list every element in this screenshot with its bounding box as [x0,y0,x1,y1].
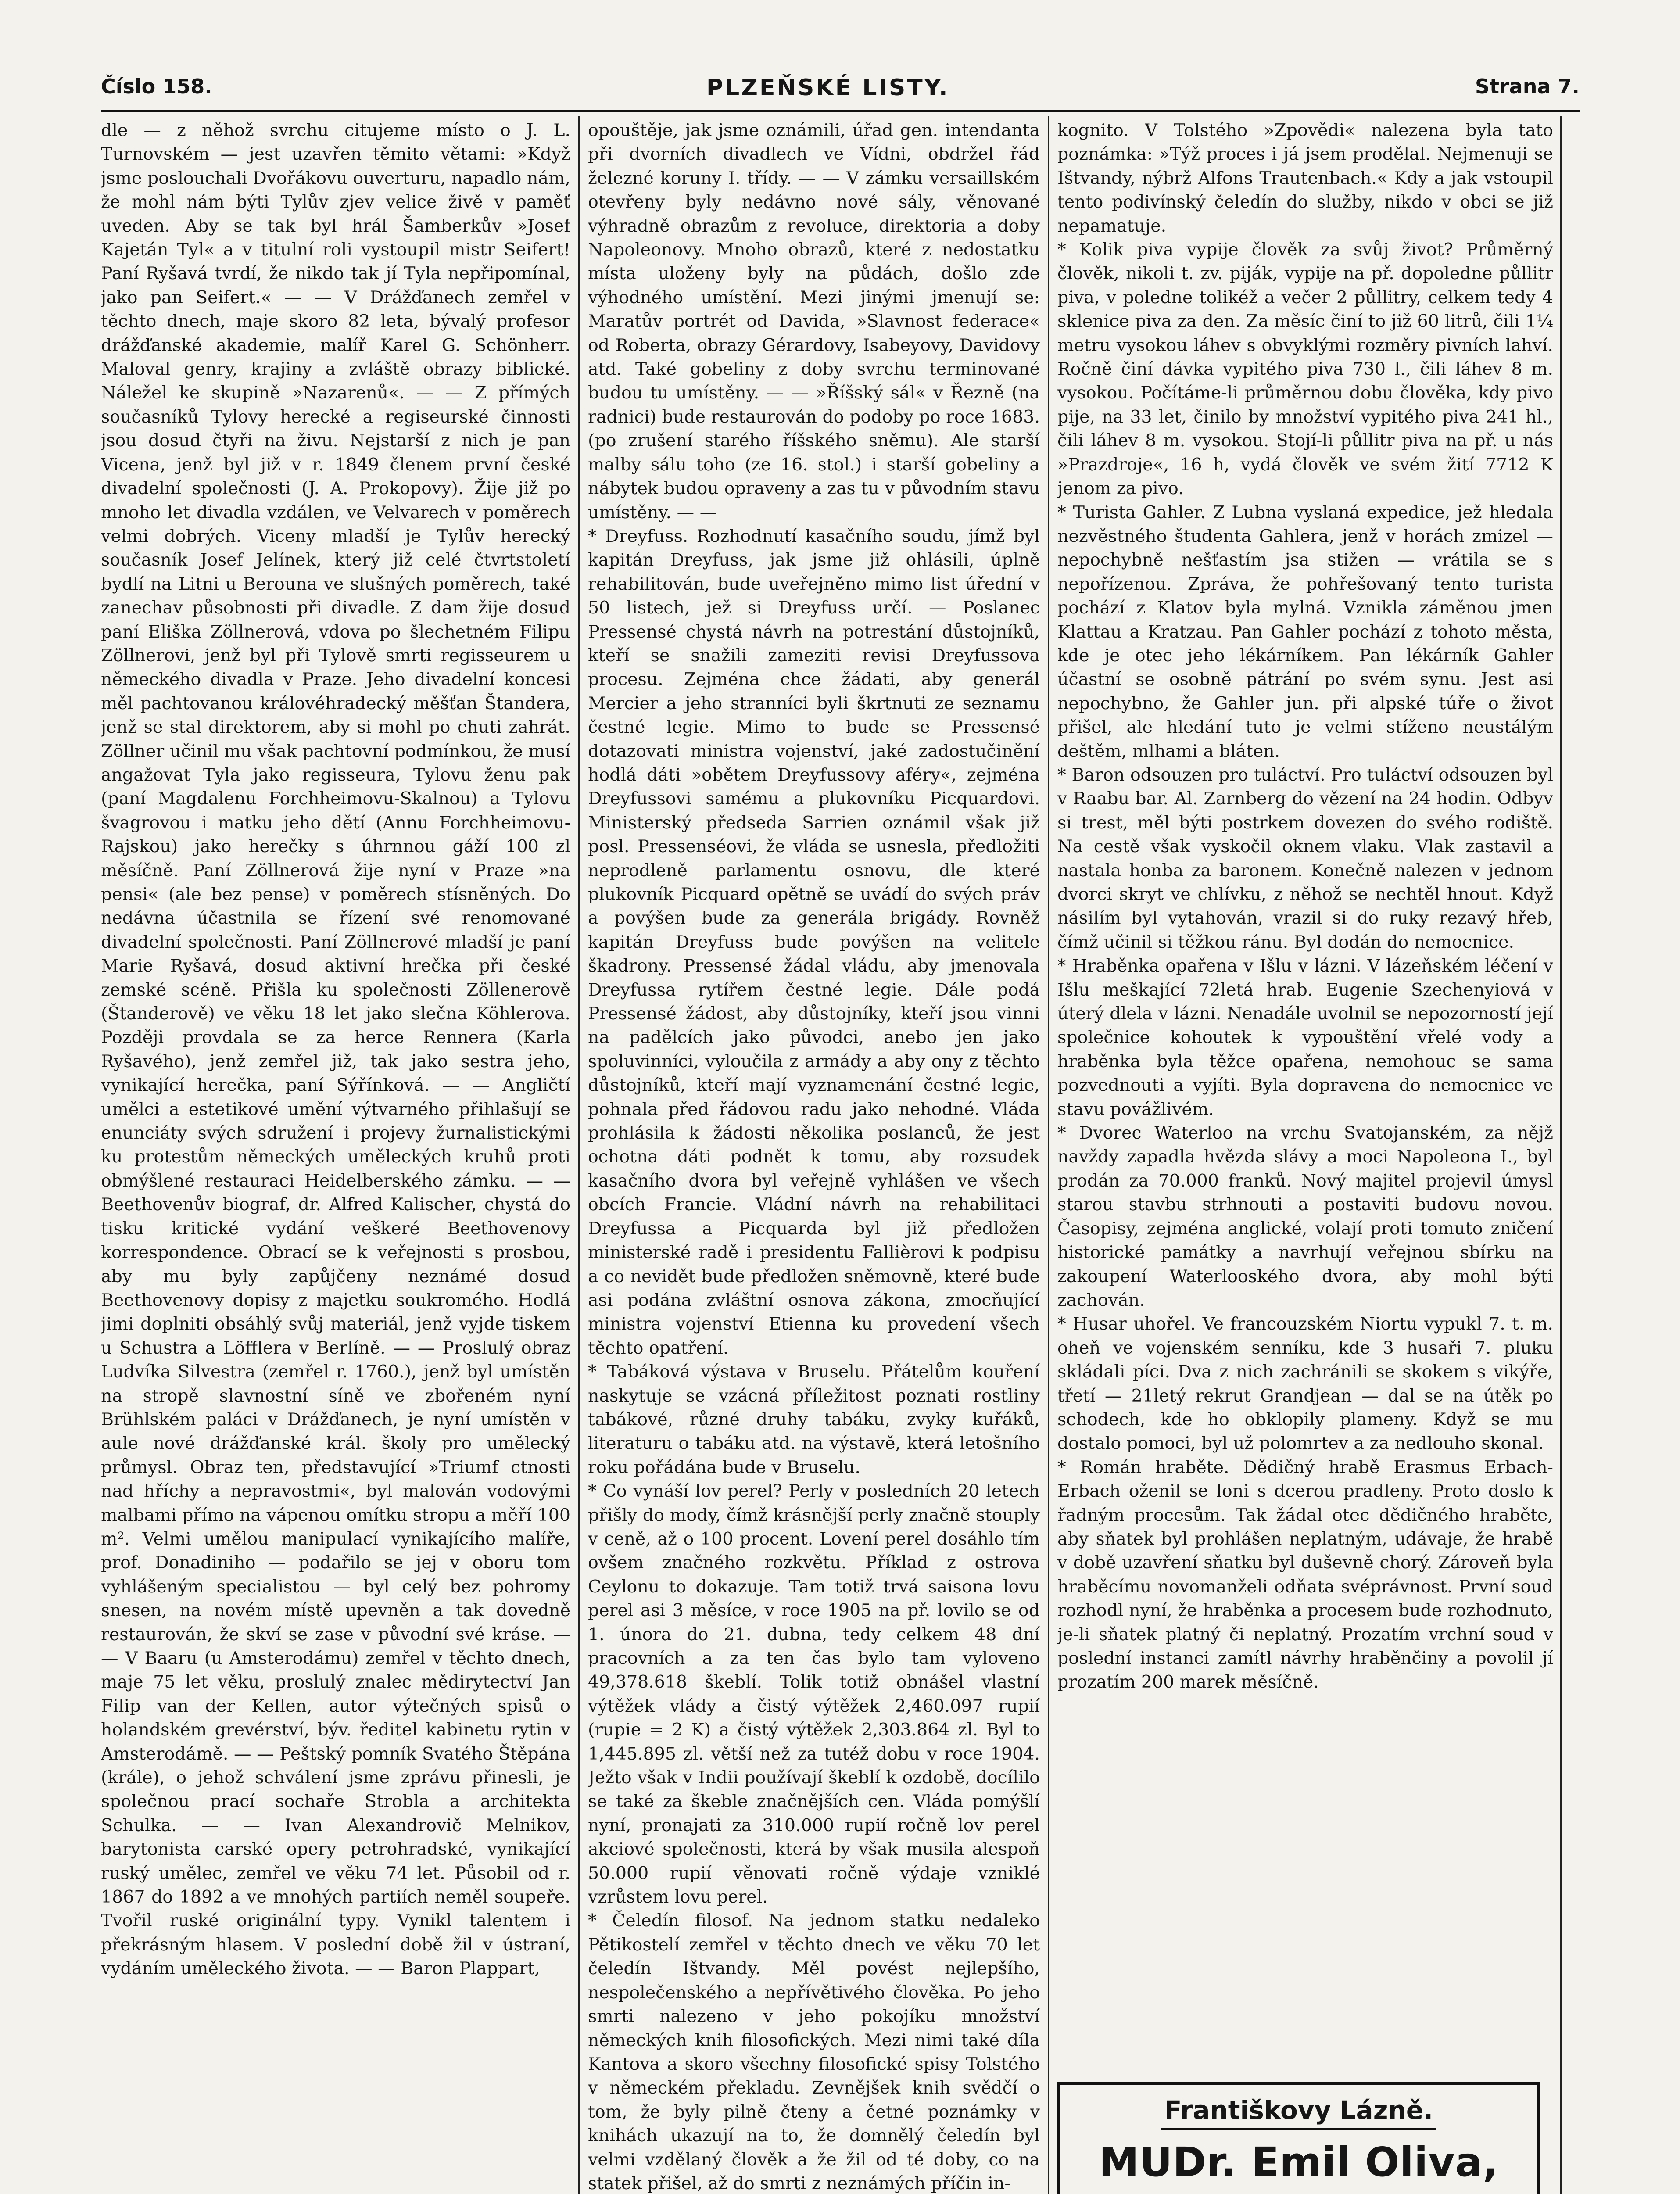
issue-number: Číslo 158. [101,75,212,98]
advertisement [1057,2082,1540,2194]
column-2 [588,118,1040,2194]
article-farmhand-cont: kognito. V Tolstého »Zpovědi« nalezena byla tato poznámka: »Týž proces i já jsem prodělal. Nejmenuji se Ištvandy, nýbrž Alfons Trautenbach.« Kdy a jak vstoupil tento podivínský čeledín do služby, nikdo v obci se již nepamatuje. [1057,120,1553,236]
article-hussar: * Husar uhořel. Ve francouzském Niortu vypukl 7. t. m. oheň ve vojenském senníku, kde 3 husaři 7. pluku skládali píci. Dva z nich zachránili se skokem s vikýře, třetí — 21letý rekrut Grandjean — dal se na útěk po schodech, kde ho obklopily plameny. Když se mu dostalo pomoci, byl už polomrtev a za nedlouho skonal. [1057,1314,1553,1454]
article-waterloo: * Dvorec Waterloo na vrchu Svatojanském, za nějž navždy zapadla hvězda slávy a moci Napoleona I., byl prodán za 70.000 franků. Nový majitel projevil úmysl starou stavbu strhnouti a postaviti budovu novou. Časopisy, zejména anglické, volají proti tomuto zničení historické památky a navrhují veřejnou sbírku na zakoupení Waterlooského dvora, aby mohl býti zachován. [1057,1123,1553,1310]
article-beer: * Kolik piva vypije člověk za svůj život? Průměrný člověk, nikoli t. zv. piják, vypije na př. dopoledne půllitr piva, v poledne tolikéž a večer 2 půllitry, celkem tedy 4 sklenice piva za den. Za měsíc činí to již 60 litrů, čili 1¼ metru vysokou láhev s obvyklými rozměry pivních lahví. Ročně činí dávka vypitého piva 730 l., čili láhev 8 m. vysokou. Počítáme-li průměrnou dobu člověka, kdy pivo pije, na 33 let, činilo by množství vypitého piva 241 hl., čili láhev 8 m. vysokou. Stojí-li půllitr piva na př. u nás »Prazdroje«, 16 h, vydá člověk ve svém žití 7712 K jenom za pivo. [1057,240,1553,499]
article-countess: * Hraběnka opařena v Išlu v lázni. V lázeňském léčení v Išlu meškající 72letá hrab. Eugenie Szechenyiová v úterý dlela v lázni. Nenadále uvolnil se nepozorností její společnice kohoutek k vypouštění vřelé vody a hraběnka byla těžce opařena, nemohouc se sama pozvednouti a vyjíti. Byla dopravena do nemocnice ve stavu povážlivém. [1057,956,1553,1119]
article-pearls: * Co vynáší lov perel? Perly v posledních 20 letech přišly do mody, čímž krásnější perly značně stouply v ceně, až o 100 procent. Lovení perel dosáhlo tím ovšem značného rozkvětu. Příklad z ostrova Ceylonu to dokazuje. Tam totiž trvá saisona lovu perel asi 3 měsíce, v roce 1905 na př. lovilo se od 1. února do 21. dubna, tedy celkem 48 dní pracovních a za ten čas bylo tam vyloveno 49,378.618 škeblí. Tolik totiž obnášel vlastní výtěžek vlády a čistý výtěžek 2,460.097 rupií (rupie = 2 K) a čistý výtěžek 2,303.864 zl. Byl to 1,445.895 zl. větší než za tutéž dobu v roce 1904. Ježto však v Indii používají škeblí k ozdobě, docílilo se také za škeble značnějších cen. Vláda pomýšlí nyní, pronajati za 310.000 rupií ročně lov perel akciové společnosti, která by však musila alespoň 50.000 rupií věnovati ročně výdaje vzniklé vzrůstem lovu perel. [588,1481,1040,1907]
header-rule [101,110,1580,112]
newspaper-title: PLZEŇSKÉ LISTY. [706,75,949,101]
page-header [101,70,1580,110]
article-gahler: * Turista Gahler. Z Lubna vyslaná expedice, jež hledala nezvěstného študenta Gahlera, jenž v horách zmizel — nepochybně nešťastím jsa stižen — vrátila se s nepořízenou. Zpráva, že pohřešovaný tento turista pochází z Klatov byla mylná. Vznikla záměnou jmen Klattau a Kratzau. Pan Gahler pochází z tohoto města, kde je otec jeho lékárníkem. Pan lékárník Gahler účastní se osobně pátrání po svém synu. Jest asi nepochybno, že Gahler jun. při alpské túře o život přišel, ale hledání tuto je velmi stíženo neustálým deštěm, mlhami a bláten. [1057,502,1553,761]
right-border [1560,116,1562,2194]
article-text: opouštěje, jak jsme oznámili, úřad gen. intendanta při dvorních divadlech ve Vídni, obdržel řád železné koruny I. třídy. — — V zámku versaillském otevřeny byly nedávno nové sály, věnované výhradně obrazům z revoluce, direktoria a doby Napoleonovy. Mnoho obrazů, které z nedostatku místa uloženy byly na půdách, došlo zde výhodného umístění. Mezi jinými jmenují se: Maratův portrét od Davida, »Slavnost federace« od Roberta, obrazy Gérardovy, Isabeyovy, Davidovy atd. Také gobeliny z doby svrchu terminované budou tu umístěny. — — »Říšský sál« v Řezně (na radnici) bude restaurován do podoby po roce 1683. (po zrušení starého říšského sněmu). Ale starší malby sálu toho (ze 16. stol.) i starší gobeliny a nábytek budou opraveny a zas tu v původním stavu umístěny. — — [588,120,1040,523]
column-divider [1048,116,1049,2194]
article-farmhand: * Čeledín filosof. Na jednom statku nedaleko Pětikostelí zemřel v těchto dnech ve věku 70 let čeledín Ištvandy. Měl povést nejlepšího, nespolečenského a nepřívětivého člověka. Po jeho smrti nalezeno v jeho pokojíku množství německých knih filosofických. Mezi nimi také díla Kantova a skoro všechny filosofické spisy Tolstého v německém překladu. Zevnějšek knih svědčí o tom, že byly pilně čteny a četné poznámky v knihách ukazují na to, že domnělý čeledín byl velmi vzdělaný člověk a že žil od té doby, co na statek přišel, až do smrti z neznámých příčin in- [588,1911,1040,2194]
article-count: * Román hraběte. Dědičný hrabě Erasmus Erbach-Erbach oženil se loni s dcerou pradleny. Proto doslo k řadným procesům. Tak žádal otec dědičného hraběte, aby sňatek byl prohlášen neplatným, udávaje, že hrabě v době uzavření sňatku byl duševně chorý. Zároveň byla hraběcímu novomanželi odňata svéprávnost. První soud rozhodl nyní, že hraběnka a procesem bude rozhodnuto, je-li sňatek platný či neplatný. Prozatím vrchní soud v poslední instanci zamítl návrhy hraběnčiny a povolil jí prozatím 200 marek měsíčně. [1057,1457,1553,1692]
article-tobacco: * Tabáková výstava v Bruselu. Přátelům kouření naskytuje se vzácná příležitost poznati rostliny tabákové, různé druhy tabáku, zvyky kuřáků, literaturu o tabáku atd. na výstavě, která letošního roku pořádána bude v Bruselu. [588,1362,1040,1477]
page-number: Strana 7. [1475,75,1580,98]
article-dreyfuss: * Dreyfuss. Rozhodnutí kasačního soudu, jímž byl kapitán Dreyfuss, jak jsme již ohlásili, úplně rehabilitován, bude uveřejněno mimo list úřední v 50 listech, jež si Dreyfuss určí. — Poslanec Pressensé chystá návrh na potrestání důstojníků, kteří se snažili zameziti revisi Dreyfussova procesu. Zejména chce žádati, aby generál Mercier a jeho stranníci byli škrtnuti ze seznamu čestné legie. Mimo to bude se Pressensé dotazovati ministra vojenství, jaké zadostučinění hodlá dáti »obětem Dreyfussovy aféry«, zejména Dreyfussovi samému a plukovníku Picquardovi. Ministerský předseda Sarrien oznámil však již posl. Pressenséovi, že vláda se usnesla, předložiti neprodleně parlamentu osnovu, dle které plukovník Picquard opětně se uvádí do svých práv a povýšen bude za generála brigády. Rovněž kapitán Dreyfuss bude povýšen na velitele škadrony. Pressensé žádal vládu, aby jmenovala Dreyfussa rytířem čestné legie. Dále podá Pressensé žádost, aby důstojníky, kteří jsou vinni na padělcích jako původci, anebo jen jako spoluvinníci, vyloučila z armády a aby ony z těchto důstojníků, kteří mají vyznamenání čestné legie, pohnala před řádovou radu jako nehodné. Vláda prohlásila k žádosti několika poslanců, že jest ochotna dáti podnět k tomu, aby rozsudek kasačního dvora byl veřejně vyhlášen ve všech obcích Francie. Vládní návrh na rehabilitaci Dreyfussa a Picquarda byl již předložen ministerské radě i presidentu Fallièrovi k podpisu a co nevidět bude předložen sněmovně, které bude asi podána zvláštní osnova zákona, zmocňující ministra vojenství Etienna ku provedení všech těchto opatření. [588,526,1040,1358]
column-3 [1057,118,1553,2071]
ad-place: Františkovy Lázně. [1161,2095,1436,2130]
column-1 [101,118,570,2194]
ad-doctor-name: MUDr. Emil Oliva, [1099,2139,1499,2186]
column-divider [578,116,580,2194]
article-text: dle — z něhož svrchu citujeme místo o J. L. Turnovském — jest uzavřen těmito větami: »Když jsme poslouchali Dvořákovu ouverturu, napadlo nám, že mohl nám býti Tylův zjev velice živě v paměť uveden. Aby se tak byl hrál Šamberkův »Josef Kajetán Tyl« a v titulní roli vystoupil mistr Seifert! Paní Ryšavá tvrdí, že nikdo tak jí Tyla nepřipomínal, jako pan Seifert.« — — V Drážďanech zemřel v těchto dnech, maje skoro 82 leta, bývalý profesor drážďanské akademie, malíř Karel G. Schönherr. Maloval genry, krajiny a zvláště obrazy biblické. Náležel ke skupině »Nazarenů«. — — Z přímých současníků Tylovy herecké a regiseurské činnosti jsou dosud čtyři na živu. Nejstarší z nich je pan Vicena, jenž byl již v r. 1849 členem první české divadelní společnosti (J. A. Prokopovy). Žije již po mnoho let divadla vzdálen, ve Velvarech v poměrech velmi dobrých. Viceny mladší je Tylův herecký současník Josef Jelínek, který již celé čtvrtstoletí bydlí na Litni u Berouna ve slušných poměrech, také zanechav působnosti při divadle. Z dam žije dosud paní Eliška Zöllnerová, vdova po šlechetném Filipu Zöllnerovi, jenž byl při Tylově smrti regisseurem u německého divadla v Praze. Jeho divadelní koncesi měl pachtovanou královéhradecký měšťan Štandera, jenž se stal direktorem, aby si mohl po chuti zahrát. Zöllner učinil mu však pachtovní podmínkou, že musí angažovat Tyla jako regisseura, Tylovu ženu pak (paní Magdalenu Forchheimovu-Skalnou) a Tylovu švagrovou i matku jeho dětí (Annu Forchheimovu-Rajskou) jako herečky s úhrnnou gáží 100 zl měsíčně. Paní Zöllnerová žije nyní v Praze »na pensi« (ale bez pense) v poměrech stísněných. Do nedávna účastnila se řízení své renomované divadelní společnosti. Paní Zöllnerové mladší je paní Marie Ryšavá, dosud aktivní hrečka při české zemské scéně. Přišla ku společnosti Zöllenerově (Štanderově) ve věku 18 let jako slečna Köhlerova. Později provdala se za herce Rennera (Karla Ryšavého), jenž zemřel již, tak jako sestra jeho, vynikající herečka, paní Sýřínková. — — Angličtí umělci a estetikové umění výtvarného přihlašují se enunciáty svých sdružení i projevy žurnalistickými ku protestům německých uměleckých kruhů proti obmýšlené restauraci Heidelberského zámku. — — Beethovenův biograf, dr. Alfred Kalischer, chystá do tisku kritické vydání veškeré Beethovenovy korrespondence. Obrací se k veřejnosti s prosbou, aby mu byly zapůjčeny neznámé dosud Beethovenovy dopisy z majetku soukromého. Hodlá jimi doplniti obsáhlý svůj materiál, jenž vyjde tiskem u Schustra a Löfflera v Berlíně. — — Proslulý obraz Ludvíka Silvestra (zemřel r. 1760.), jenž byl umístěn na stropě slavnostní síně ve zbořeném nyní Brühlském paláci v Drážďanech, je nyní umístěn v aule nové drážďanské král. školy pro umělecký průmysl. Obraz ten, představující »Triumf ctnosti nad hříchy a nepravostmi«, byl malován vodovými malbami přímo na vápenou omítku stropu a měří 100 m². Velmi umělou manipulací vynikajícího malíře, prof. Donadiniho — podařilo se jej v oboru tom vyhlášeným specialistou — byl celý bez pohromy snesen, na novém místě upevněn a tak dovedně restaurován, že skví se zase v původní své kráse. — — V Baaru (u Amsterodámu) zemřel v těchto dnech, maje 75 let věku, proslulý znalec mědirytectví Jan Filip van der Kellen, autor výtečných spisů o holandském grevérství, býv. ředitel kabinetu rytin v Amsterodámě. — — Peštský pomník Svatého Štěpána (krále), o jehož schválení jsme zprávu přinesli, je společnou prací sochaře Strobla a architekta Schulka. — — Ivan Alexandrovič Melnikov, barytonista carské opery petrohradské, vynikající ruský umělec, zemřel ve věku 74 let. Působil od r. 1867 do 1892 a ve mnohých partiích neměl soupeře. Tvořil ruské originální typy. Vynikl talentem i překrásným hlasem. V poslední době žil v ústraní, vydáním uměleckého života. — — Baron Plappart, [101,120,570,1979]
article-baron: * Baron odsouzen pro tuláctví. Pro tuláctví odsouzen byl v Raabu bar. Al. Zarnberg do vězení na 24 hodin. Odbyv si trest, měl býti postrkem dovezen do svého rodiště. Na cestě však vyskočil oknem vlaku. Vlak zastavil a nastala honba za baronem. Konečně nalezen v jednom dvorci skryt ve chlívku, z něhož se nechtěl hnout. Když násilím byl vytahován, vrazil si do ruky rezavý hřeb, čímž učinil si těžkou ránu. Byl dodán do nemocnice. [1057,764,1553,952]
